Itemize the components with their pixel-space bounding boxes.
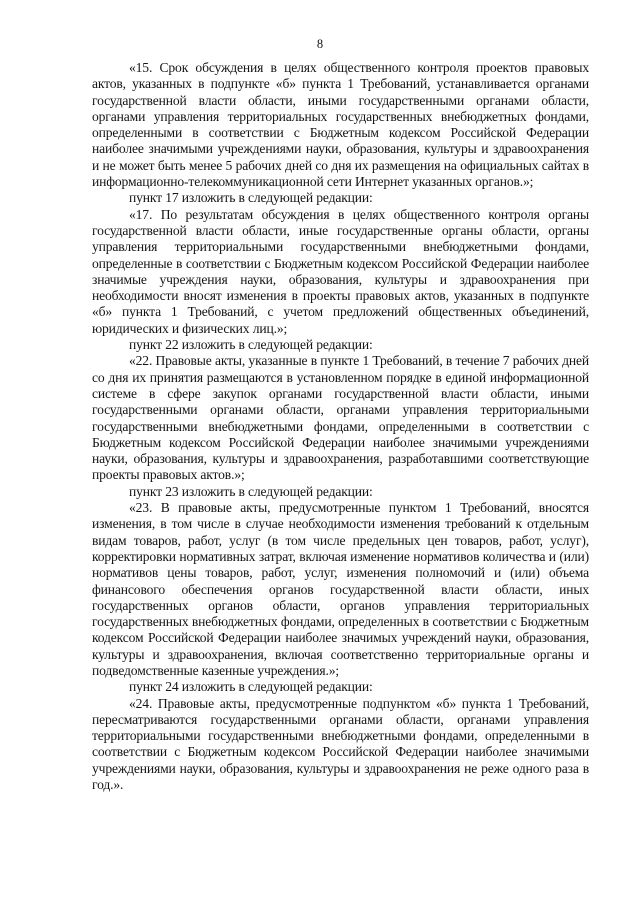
paragraph-item-17: «17. По результатам обсуждения в целях общественного контроля органы государственной власти области, иные государственные органы области, органы управления территориальными государственными внебюджетными фондами, определенные в соответствии с Бюджетным кодексом Российской Федерации наиболее значимые учреждения науки, образования, культуры и здравоохранения при необходимости вносят изменения в проекты правовых актов, указанных в подпункте «б» пункта 1 Требований, с учетом предложений общественных объединений, юридических и физических лиц.»; (92, 206, 589, 336)
document-body (92, 60, 589, 793)
paragraph-item-23: «23. В правовые акты, предусмотренные пунктом 1 Требований, вносятся изменения, в том числе в случае необходимости изменения требований к отдельным видам товаров, работ, услуг (в том числе предельных цен товаров, работ, услуг), корректировки нормативных затрат, включая изменение нормативов количества и (или) нормативов цены товаров, работ, услуг, изменения полномочий и (или) объема финансового обеспечения органов государственной власти области, иных государственных органов области, органов управления территориальных государственных внебюджетных фондами, определенных в соответствии с Бюджетным кодексом Российской Федерации наиболее значимых учреждений науки, образования, культуры и здравоохранения, включая соответственно территориальные органы и подведомственные казенные учреждения.»; (92, 500, 589, 678)
paragraph-amend-17: пункт 17 изложить в следующей редакции: (129, 190, 373, 206)
paragraph-item-15: «15. Срок обсуждения в целях общественного контроля проектов правовых актов, указанных в подпункте «б» пункта 1 Требований, устанавливается органами государственной власти области, иными государственными органами области, органами управления территориальных государственных внебюджетных фондами, определенными в соответствии с Бюджетным кодексом Российской Федерации наиболее значимыми учреждениями науки, образования, культуры и здравоохранения и не может быть менее 5 рабочих дней со дня их размещения на официальных сайтах в информационно-телекоммуникационной сети Интернет указанных органов.»; (92, 60, 589, 190)
paragraph-amend-24: пункт 24 изложить в следующей редакции: (129, 679, 373, 695)
paragraph-item-22: «22. Правовые акты, указанные в пункте 1 Требований, в течение 7 рабочих дней со дня их принятия размещаются в установленном порядке в единой информационной системе в сфере закупок органами государственной власти области, иными государственными органами области, органами управления территориальными государственными внебюджетными фондами, определенными в соответствии с Бюджетным кодексом Российской Федерации наиболее значимыми учреждениями науки, образования, культуры и здравоохранения, разработавшими соответствующие проекты правовых актов.»; (92, 353, 589, 483)
page-number: 8 (316, 37, 324, 51)
paragraph-amend-22: пункт 22 изложить в следующей редакции: (129, 337, 373, 353)
paragraph-amend-23: пункт 23 изложить в следующей редакции: (129, 483, 373, 499)
paragraph-item-24: «24. Правовые акты, предусмотренные подпунктом «б» пункта 1 Требований, пересматриваются государственными органами области, органами управления территориальными государственными внебюджетными фондами, определенными в соответствии с Бюджетным кодексом Российской Федерации наиболее значимыми учреждениями науки, образования, культуры и здравоохранения не реже одного раза в год.». (92, 695, 589, 793)
